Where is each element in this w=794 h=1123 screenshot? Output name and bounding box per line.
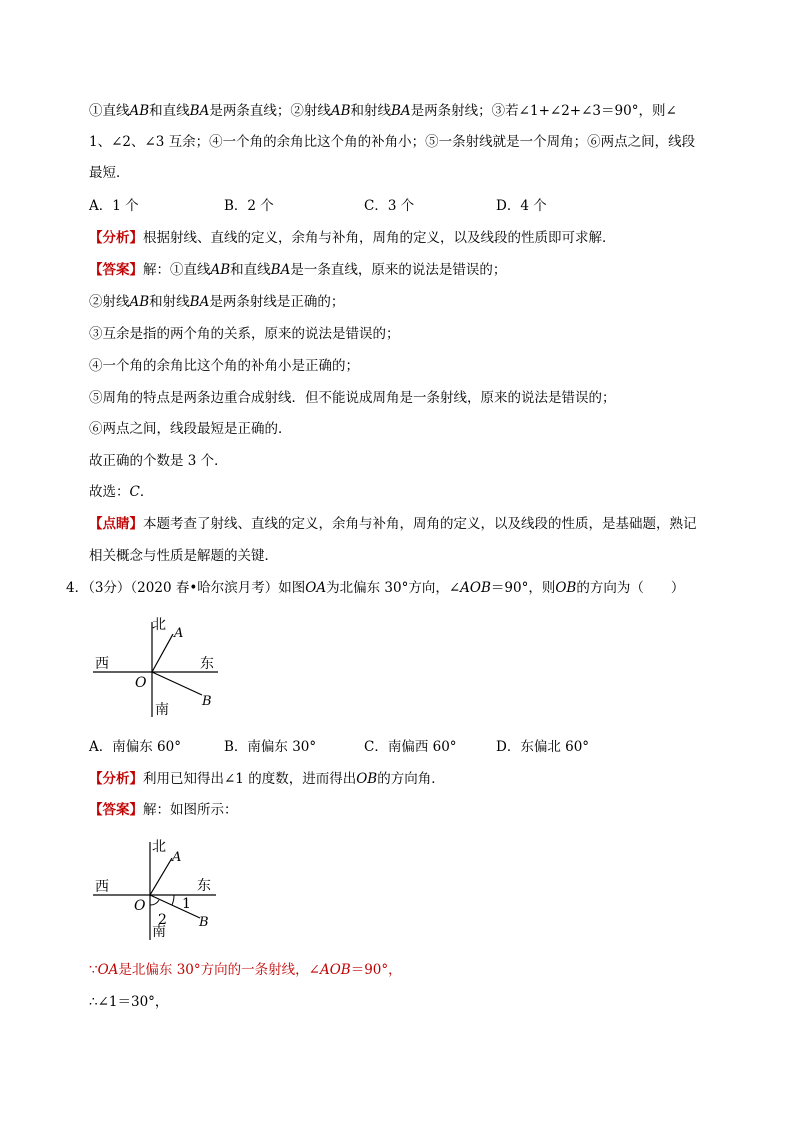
var: OA — [97, 962, 119, 978]
text: 故选： — [89, 484, 130, 500]
q3-answer-line-8 — [89, 482, 153, 502]
q4-option-b: B．南偏东 30° — [224, 739, 317, 755]
var: AB — [129, 103, 150, 119]
q3-answer-line-1 — [89, 260, 506, 280]
var: AOB — [460, 580, 491, 596]
text: 和直线 — [230, 262, 271, 278]
q3-option-c: C．3 个 — [364, 198, 415, 214]
q3-statement-line-1 — [89, 101, 677, 121]
point-a-label: A — [174, 626, 184, 641]
text: 利用已知得出∠1 的度数，进而得出 — [143, 771, 357, 787]
text: ①直线 — [89, 103, 130, 119]
south-label: 南 — [155, 702, 169, 718]
q4-option-c: C．南偏西 60° — [364, 739, 457, 755]
var: AOB — [319, 962, 351, 978]
text: ＝90°，则 — [490, 580, 556, 596]
north-label: 北 — [152, 839, 166, 855]
angle-2-arc — [150, 900, 159, 905]
east-label: 东 — [197, 878, 211, 894]
q3-answer-line-7: 故正确的个数是 3 个． — [89, 453, 228, 469]
q3-analysis — [89, 228, 616, 248]
q4-stem — [66, 578, 684, 598]
q3-answer-line-2 — [89, 292, 344, 312]
north-label: 北 — [152, 617, 166, 633]
analysis-text: 根据射线、直线的定义，余角与补角，周角的定义，以及线段的性质即可求解． — [143, 230, 616, 246]
angle-1-label: 1 — [182, 896, 191, 912]
q4-because — [89, 960, 402, 980]
q3-answer-line-6: ⑥两点之间，线段最短是正确的． — [89, 421, 292, 437]
var: BA — [189, 294, 210, 310]
q4-analysis — [89, 769, 445, 789]
text: ＝90°， — [350, 962, 402, 978]
answer-tag: 【答案】 — [89, 262, 143, 278]
text: ． — [139, 484, 154, 500]
text: ②射线 — [89, 294, 130, 310]
q4-therefore: ∴∠1＝30°， — [89, 994, 169, 1010]
south-label: 南 — [152, 924, 166, 940]
text: 是两条射线是正确的； — [209, 294, 345, 310]
answer-tag: 【答案】 — [89, 802, 143, 818]
q3-option-b: B．2 个 — [224, 198, 274, 214]
q4-direction-figure — [90, 612, 230, 722]
text: 是两条直线；②射线 — [209, 103, 331, 119]
q3-comment-line-1 — [89, 514, 697, 534]
var: OB — [356, 771, 378, 787]
var: OB — [555, 580, 577, 596]
var: C — [129, 484, 140, 500]
angle-1-arc — [172, 895, 174, 905]
q3-statement-line-3: 最短． — [89, 165, 130, 181]
q3-comment-line-2: 相关概念与性质是解题的关键． — [89, 548, 278, 564]
comment-text: 本题考查了射线、直线的定义，余角与补角，周角的定义，以及线段的性质，是基础题，熟记 — [143, 516, 697, 532]
text: 是一条直线，原来的说法是错误的； — [290, 262, 507, 278]
text: 的方向为（ ） — [576, 580, 685, 596]
text: 4．（3分）（2020 春•哈尔滨月考）如图 — [66, 580, 306, 596]
text: 和直线 — [149, 103, 190, 119]
text: ∵ — [89, 962, 98, 978]
text: 和射线 — [350, 103, 392, 119]
q3-answer-line-5: ⑤周角的特点是两条边重合成射线．但不能说成周角是一条射线，原来的说法是错误的； — [89, 390, 616, 406]
q4-answer — [89, 800, 238, 820]
ray-oa — [150, 858, 172, 895]
q4-option-d: D．东偏北 60° — [496, 739, 590, 755]
west-label: 西 — [95, 879, 109, 895]
q4-option-a: A．南偏东 60° — [89, 739, 181, 755]
text: 是两条射线；③若∠1+∠2+∠3＝90°，则∠ — [410, 103, 677, 119]
west-label: 西 — [95, 656, 109, 672]
answer-text: 解：如图所示： — [143, 802, 238, 818]
east-label: 东 — [200, 656, 214, 672]
q3-option-d: D．4 个 — [496, 198, 547, 214]
var: BA — [270, 262, 291, 278]
point-b-label: B — [202, 694, 212, 709]
comment-tag: 【点睛】 — [89, 516, 143, 532]
point-b-label: B — [199, 915, 209, 930]
point-o-label: O — [134, 898, 146, 914]
var: AB — [210, 262, 231, 278]
var: AB — [330, 103, 351, 119]
q3-answer-line-4: ④一个角的余角比这个角的补角小是正确的； — [89, 358, 359, 374]
angle-2-label: 2 — [158, 912, 167, 928]
text: 的方向角． — [377, 771, 445, 787]
point-a-label: A — [172, 850, 182, 865]
text: 是北偏东 30°方向的一条射线，∠ — [118, 962, 320, 978]
text: 解：①直线 — [143, 262, 211, 278]
var: OA — [305, 580, 327, 596]
analysis-tag: 【分析】 — [89, 230, 143, 246]
var: BA — [391, 103, 411, 119]
q4-answer-figure — [90, 834, 230, 944]
analysis-tag: 【分析】 — [89, 771, 143, 787]
text: 为北偏东 30°方向，∠ — [326, 580, 461, 596]
ray-ob — [152, 672, 202, 695]
q3-option-a: A．1 个 — [89, 198, 139, 214]
q3-statement-line-2: 1、∠2、∠3 互余；④一个角的余角比这个角的补角小；⑤一条射线就是一个周角；⑥两点之间，线段 — [89, 134, 696, 150]
ray-oa — [152, 634, 173, 672]
var: BA — [189, 103, 210, 119]
var: AB — [129, 294, 150, 310]
text: 和射线 — [149, 294, 190, 310]
point-o-label: O — [135, 675, 147, 691]
q3-answer-line-3: ③互余是指的两个角的关系，原来的说法是错误的； — [89, 326, 400, 342]
